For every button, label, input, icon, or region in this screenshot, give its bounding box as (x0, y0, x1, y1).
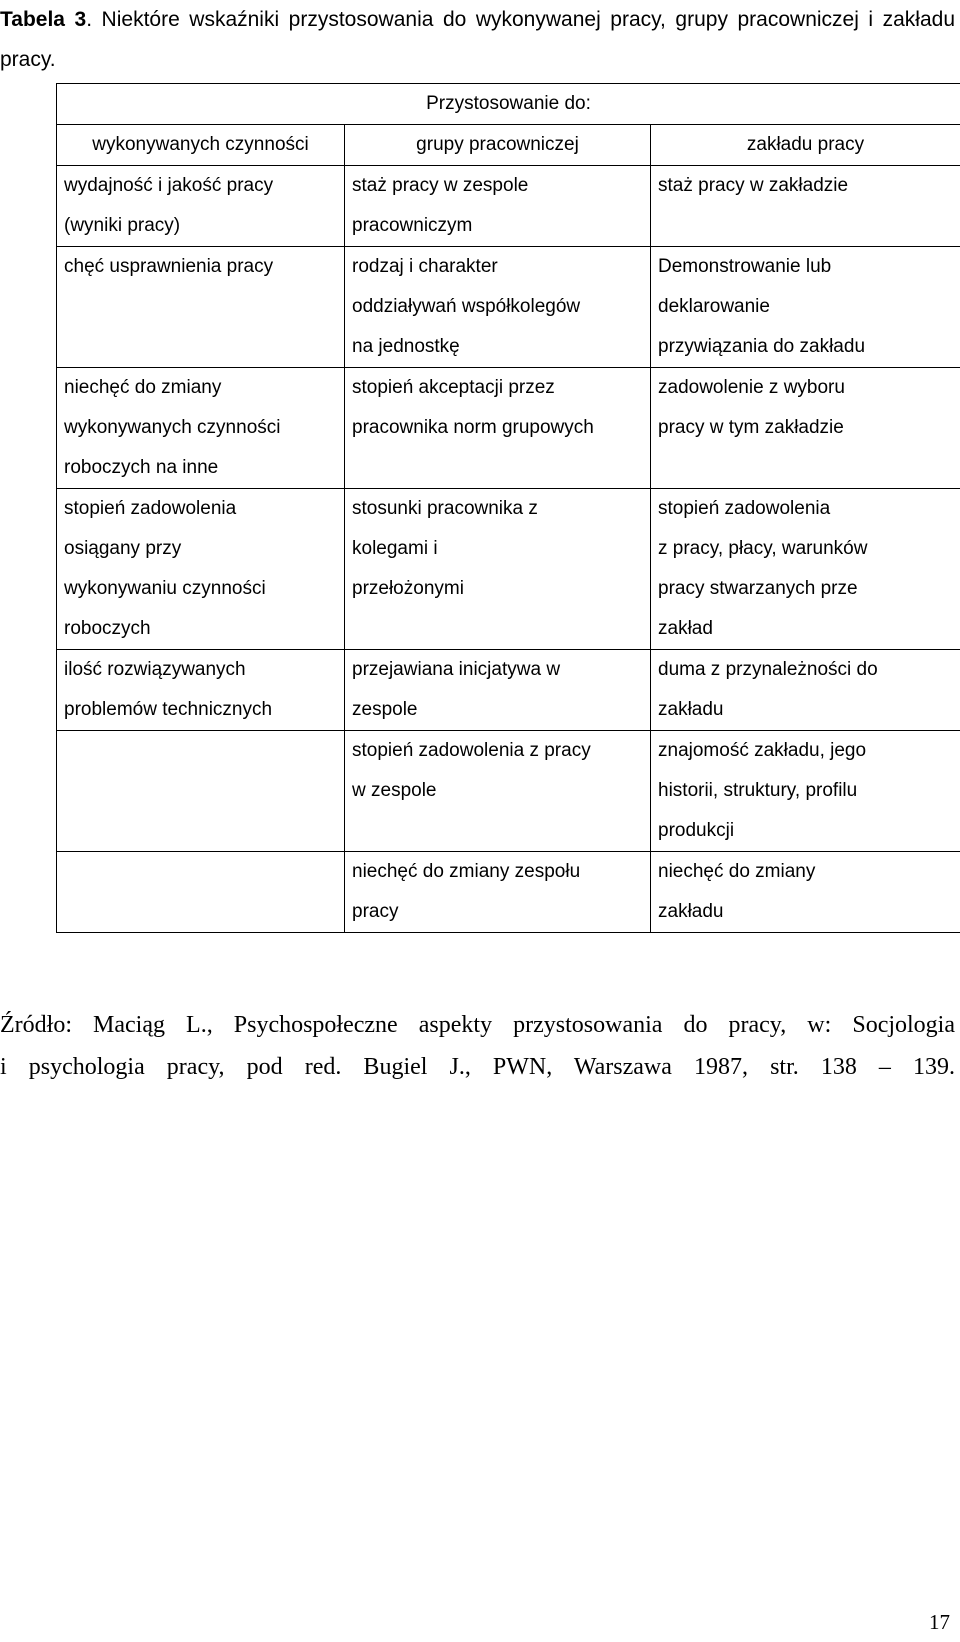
table-row (57, 166, 960, 247)
table-cell: wydajność i jakość pracy (wyniki pracy) (57, 166, 345, 247)
table-cell: rodzaj i charakter oddziaływań współkolegów na jednostkę (345, 247, 651, 368)
table-cell: zadowolenie z wyboru pracy w tym zakładzie (651, 368, 960, 489)
table-cell: niechęć do zmiany zakładu (651, 852, 960, 933)
table-header: Przystosowanie do: (57, 84, 960, 125)
table-label: Tabela 3 (0, 8, 87, 31)
table-cell: stopień akceptacji przez pracownika norm grupowych (345, 368, 651, 489)
table-row (57, 368, 960, 489)
column-header: grupy pracowniczej (345, 125, 651, 166)
table-row (57, 852, 960, 933)
table-cell (57, 852, 345, 933)
table-cell: stosunki pracownika z kolegami i przełożonymi (345, 489, 651, 650)
column-header-row (57, 125, 960, 166)
table-cell: Demonstrowanie lub deklarowanie przywiązania do zakładu (651, 247, 960, 368)
table-cell: chęć usprawnienia pracy (57, 247, 345, 368)
page-number: 17 (929, 1610, 950, 1634)
table-row (57, 650, 960, 731)
table-row (57, 489, 960, 650)
table-title: . Niektóre wskaźniki przystosowania do wykonywanej pracy, grupy pracowniczej i zakładu pracy. (0, 8, 955, 71)
table-cell: ilość rozwiązywanych problemów technicznych (57, 650, 345, 731)
table-cell: niechęć do zmiany zespołu pracy (345, 852, 651, 933)
table-cell: stopień zadowolenia z pracy, płacy, warunków pracy stwarzanych prze zakład (651, 489, 960, 650)
table-cell: stopień zadowolenia z pracy w zespole (345, 731, 651, 852)
table-cell: staż pracy w zespole pracowniczym (345, 166, 651, 247)
table-row (57, 731, 960, 852)
table-header-row (57, 84, 960, 125)
source-line: Źródło: Maciąg L., Psychospołeczne aspekty przystosowania do pracy, w: Socjologia (0, 1012, 955, 1038)
table-row (57, 247, 960, 368)
source-citation (0, 1004, 955, 1088)
table-cell: przejawiana inicjatywa w zespole (345, 650, 651, 731)
table-cell (57, 731, 345, 852)
adaptation-indicators-table (56, 83, 960, 933)
source-line: i psychologia pracy, pod red. Bugiel J., PWN, Warszawa 1987, str. 138 – 139. (0, 1054, 955, 1080)
column-header: wykonywanych czynności (57, 125, 345, 166)
table-cell: znajomość zakładu, jego historii, struktury, profilu produkcji (651, 731, 960, 852)
table-cell: niechęć do zmiany wykonywanych czynności roboczych na inne (57, 368, 345, 489)
column-header: zakładu pracy (651, 125, 960, 166)
table-cell: stopień zadowolenia osiągany przy wykonywaniu czynności roboczych (57, 489, 345, 650)
table-cell: staż pracy w zakładzie (651, 166, 960, 247)
table-cell: duma z przynależności do zakładu (651, 650, 960, 731)
table-caption (0, 0, 955, 80)
